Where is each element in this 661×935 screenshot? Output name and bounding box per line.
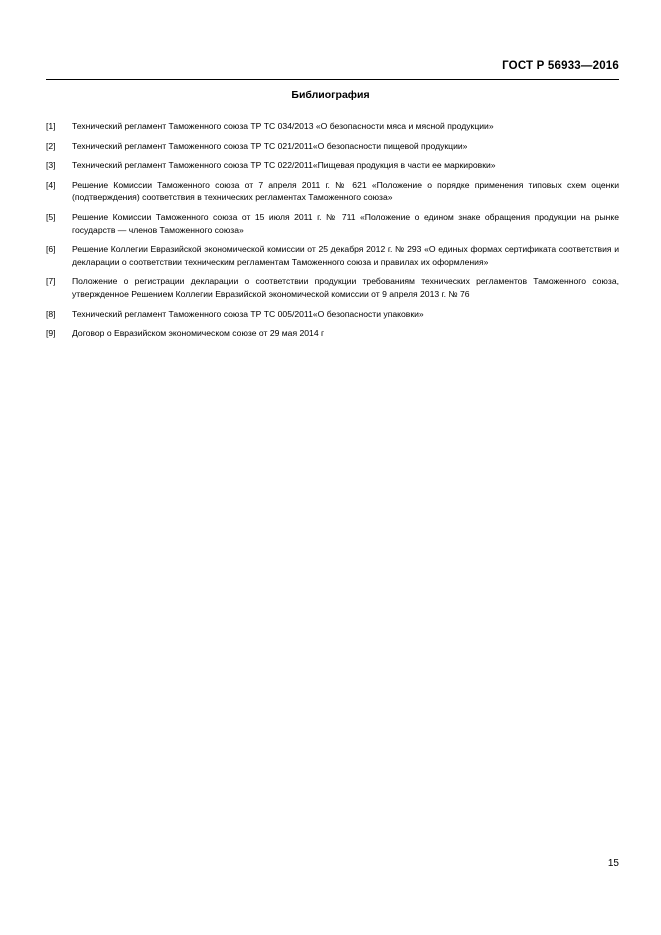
section-title: Библиография xyxy=(291,89,370,101)
entry-number: [1] xyxy=(46,121,56,131)
entry-number: [8] xyxy=(46,308,56,319)
list-item xyxy=(46,179,619,204)
page-header-standard-number: ГОСТ Р 56933—2016 xyxy=(502,60,619,72)
list-item xyxy=(46,243,619,268)
list-item xyxy=(46,308,619,321)
entry-number: [4] xyxy=(46,179,56,190)
entry-number: [5] xyxy=(46,211,56,222)
entry-text: Решение Комиссии Таможенного союза от 15 июля 2011 г. № 711 «Положение о едином знаке обращения продукции на рынке государств — членов Таможенного союза» xyxy=(72,211,619,235)
list-item xyxy=(46,327,619,340)
header-divider xyxy=(46,79,619,80)
list-item xyxy=(46,140,619,153)
list-item xyxy=(46,120,619,133)
list-item xyxy=(46,275,619,300)
list-item xyxy=(46,211,619,236)
entry-text: Положение о регистрации декларации о соответствии продукции требованиям технических регламентов Таможенного союза, утвержденное Решением Коллегии Евразийской экономической комиссии от 9 апреля 2013 г. № 76 xyxy=(72,276,619,299)
entry-number: [6] xyxy=(46,244,56,255)
entry-number: [3] xyxy=(46,160,56,171)
entry-text: Технический регламент Таможенного союза ТР ТС 034/2013 «О безопасности мяса и мясной продукции» xyxy=(72,121,494,131)
entry-text: Договор о Евразийском экономическом союзе от 29 мая 2014 г xyxy=(72,328,325,339)
entry-number: [9] xyxy=(46,328,56,339)
bibliography-list xyxy=(46,120,619,347)
entry-text: Технический регламент Таможенного союза ТР ТС 022/2011«Пищевая продукция в части ее маркировки» xyxy=(72,160,496,171)
entry-number: [7] xyxy=(46,276,56,287)
entry-number: [2] xyxy=(46,140,56,151)
entry-text: Технический регламент Таможенного союза ТР ТС 021/2011«О безопасности пищевой продукции» xyxy=(72,140,468,151)
entry-text: Решение Коллегии Евразийской экономической комиссии от 25 декабря 2012 г. № 293 «О единых формах сертификата соответствия и декларации о соответствии техническим регламентам Таможенного союза и правилах их оформления» xyxy=(72,244,619,267)
entry-text: Технический регламент Таможенного союза ТР ТС 005/2011«О безопасности упаковки» xyxy=(72,308,424,319)
list-item xyxy=(46,159,619,172)
page-number: 15 xyxy=(607,858,619,869)
entry-text: Решение Комиссии Таможенного союза от 7 апреля 2011 г. № 621 «Положение о порядке применения типовых схем оценки (подтверждения) соответствия в технических регламентах Таможенного союза» xyxy=(72,179,619,203)
